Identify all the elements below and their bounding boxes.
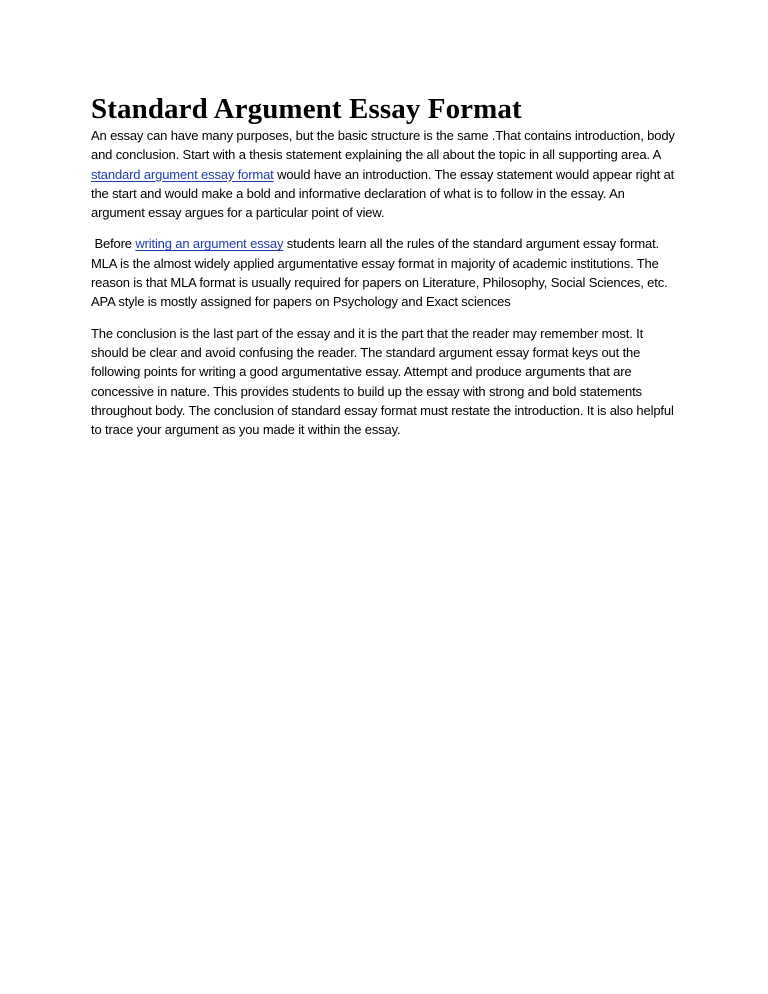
- document-title: Standard Argument Essay Format: [91, 93, 522, 125]
- paragraph-text: would have an introduction. The essay statement would appear right at the start and would make a bold and informative declaration of what is to follow in the essay. An argument essay argues for a particular point of view.: [91, 166, 675, 221]
- paragraph-text: An essay can have many purposes, but the basic structure is the same .That contains introduction, body and conclusion. Start with a thesis statement explaining the all about the topic in all supporting area. A: [91, 128, 675, 163]
- paragraph-conclusion: [91, 324, 681, 440]
- paragraph-introduction: [91, 126, 681, 222]
- paragraph-text: Before: [91, 236, 136, 252]
- link-writing-an-argument-essay[interactable]: writing an argument essay: [135, 236, 284, 252]
- link-standard-argument-essay-format[interactable]: standard argument essay format: [91, 166, 274, 182]
- document-body: [91, 92, 681, 439]
- paragraph-format-rules: [91, 234, 681, 311]
- paragraph-text: students learn all the rules of the standard argument essay format. MLA is the almost widely applied argumentative essay format in majority of academic institutions. The reason is that MLA format is usually required for papers on Literature, Philosophy, Social Sciences, etc. APA style is mostly assigned for papers on Psychology and Exact sciences: [91, 236, 668, 310]
- paragraph-text: The conclusion is the last part of the essay and it is the part that the reader may remember most. It should be clear and avoid confusing the reader. The standard argument essay format keys out the following points for writing a good argumentative essay. Attempt and produce arguments that are concessive in nature. This provides students to build up the essay with strong and bold statements throughout body. The conclusion of standard essay format must restate the introduction. It is also helpful to trace your argument as you made it within the essay.: [91, 325, 674, 438]
